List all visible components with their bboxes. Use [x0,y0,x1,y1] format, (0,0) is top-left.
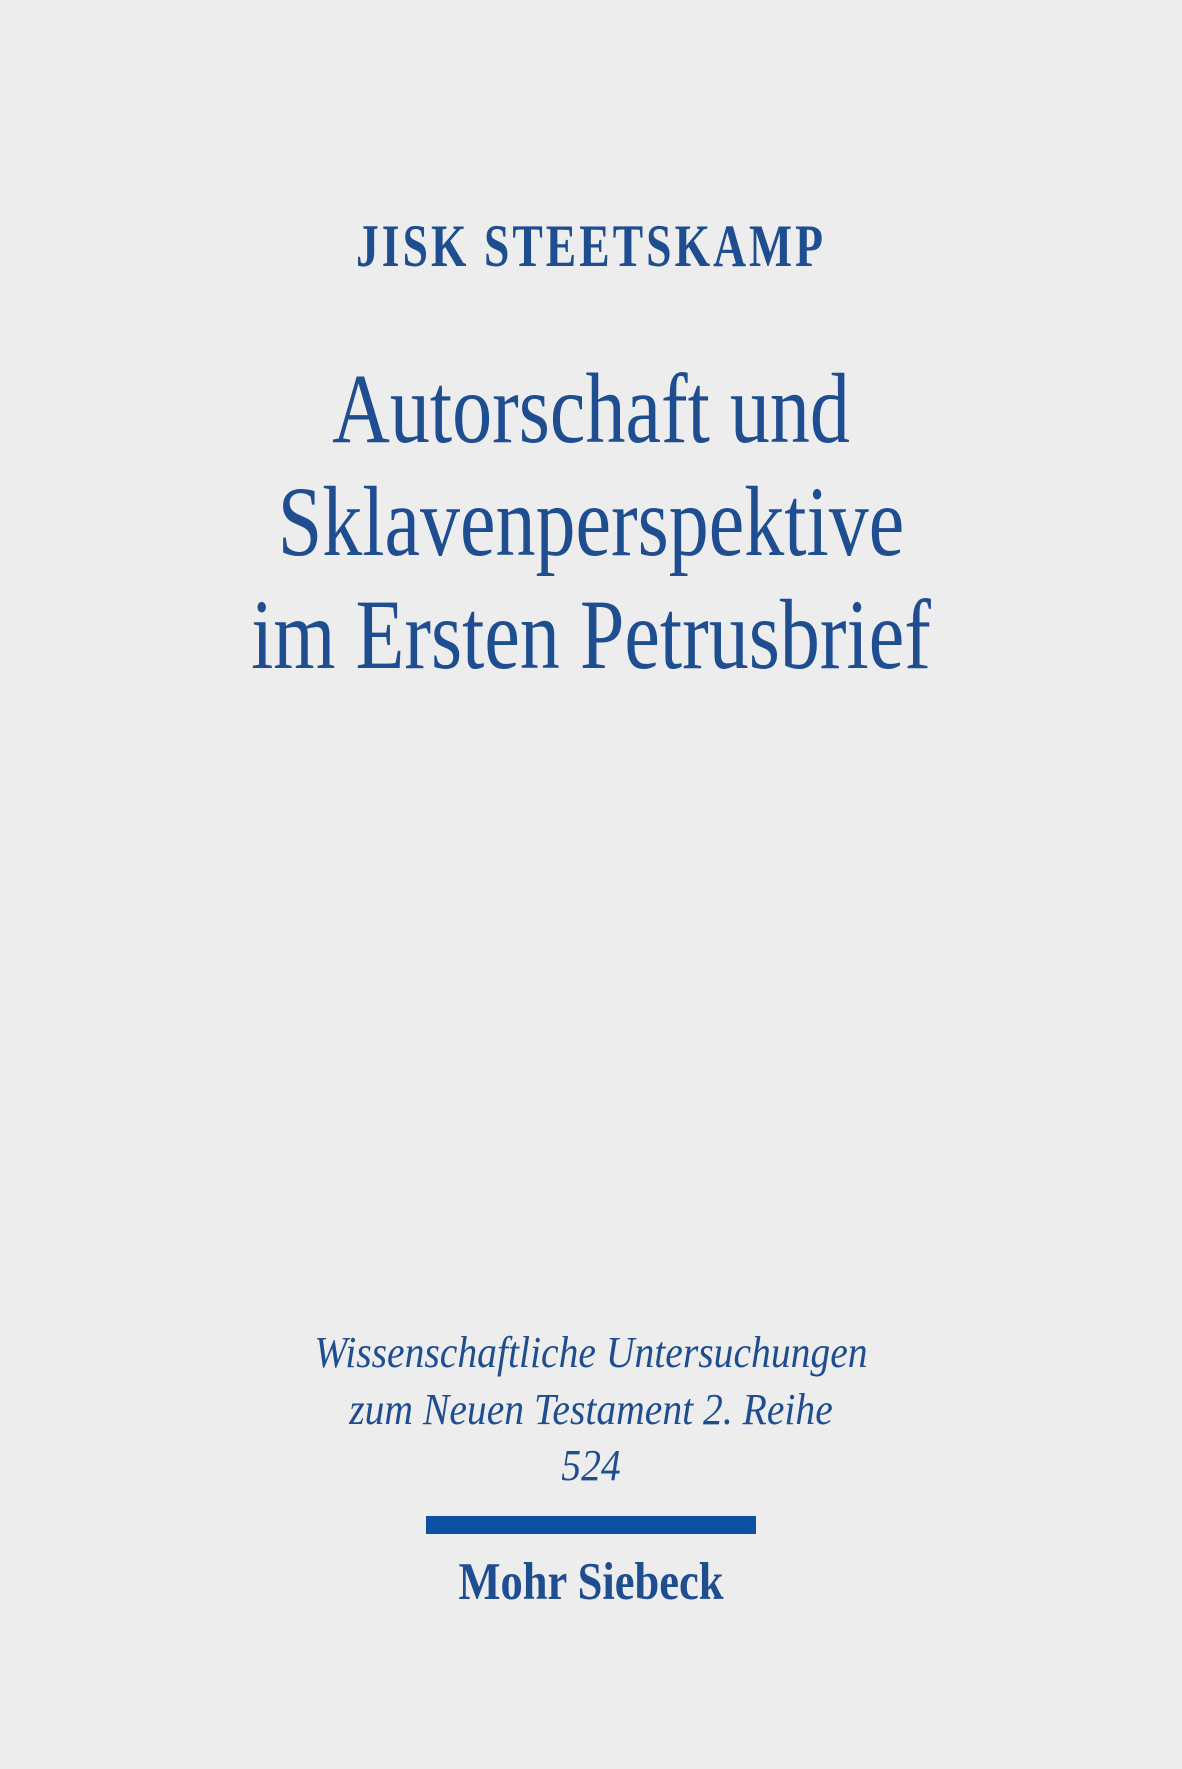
publisher-name: Mohr Siebeck [458,1553,724,1611]
series-name-line-2: zum Neuen Testament 2. Reihe [349,1384,833,1434]
book-title-line-1: Autorschaft und [332,353,850,464]
series-info [59,1325,1123,1495]
book-title [118,352,1064,691]
series-name-line-1: Wissenschaftliche Untersuchungen [314,1328,868,1377]
book-title-line-3: im Ersten Petrusbrief [251,579,931,690]
book-title-line-2: Sklavenperspektive [277,466,905,577]
series-volume-number: 524 [561,1441,621,1490]
author-name: JISK STEETSKAMP [355,213,827,279]
publisher-rule-bar [426,1516,756,1534]
